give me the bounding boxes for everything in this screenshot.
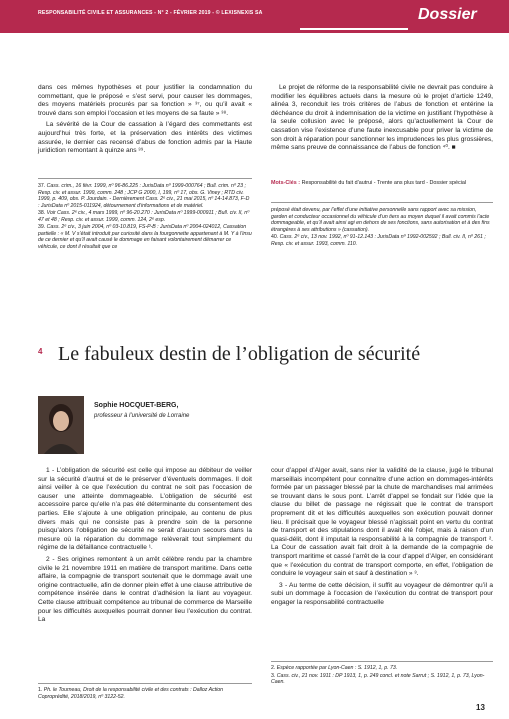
- footnote: 3. Cass. civ., 21 nov. 1911 : DP 1913, 1, p. 249 concl. et note Sarrut ; S. 1912, 1, p. 73, Lyon-Caen.: [271, 672, 485, 685]
- footnotes-left: [38, 183, 252, 251]
- body-right-column: [271, 467, 493, 611]
- footnote: préposé était devenu, par l’effet d’une initiative personnelle sans rapport avec sa mission, garden et conducteur occasionnel du véhicule d’un tiers au moyen duquel il avait commis l’acte dommageable, et qu’il avait ainsi agi en dehors de ses fonctions, sans autorisation et à des fins étrangères à ses attributions » (cassation).: [271, 207, 490, 233]
- footnote-separator: [38, 683, 252, 684]
- paragraph: Le projet de réforme de la responsabilité civile ne devrait pas conduire à modifier les équilibres actuels dans la mesure où le projet d’article 1249, alinéa 3, reconduit les trois critères de l’abus de fonction et entérine la déchéance du droit à indemnisation de la victime en justifiant l’hypothèse à la seule collusion avec le préposé, alors qu’actuellement la Cour de cassation vise l’existence d’une faute inexcusable pour priver la victime de son droit à réparation pour sanctionner les imprudences les plus grossières, même sans preuve de connaissance de l’abus de fonction ⁴⁰. ■: [271, 84, 493, 152]
- page-number: 13: [476, 703, 485, 712]
- footnotes-right: [271, 207, 493, 248]
- paragraph: dans ces mêmes hypothèses et pour justifier la condamnation du commettant, que le préposé « s’est servi, pour causer les dommages, des moyens matériels procurés par sa fonction » ³⁷, ou qu’il avait « trouvé dans son emploi l’occasion et les moyens de sa faute » ³⁸.: [38, 84, 252, 117]
- author-portrait-icon: [38, 396, 84, 454]
- running-header: RESPONSABILITÉ CIVILE ET ASSURANCES - N° 2 - FÉVRIER 2019 - © LEXISNEXIS SA: [38, 10, 263, 16]
- header-divider: [300, 28, 408, 30]
- footnote-separator: [271, 661, 493, 662]
- keywords-text: Responsabilité du fait d’autrui - Trente ans plus tard - Dossier spécial: [301, 180, 467, 186]
- paragraph: La sévérité de la Cour de cassation à l’égard des commettants est aujourd’hui très forte, et la préservation des intérêts des victimes assurée, le dernier cas recensé d’abus de fonction admis par la Haute juridiction remontant à quinze ans ³⁹.: [38, 121, 252, 155]
- footnote: 40. Cass. 2ᵉ civ., 13 nov. 1992, nº 91-12.143 : JurisData nº 1992-002592 ; Bull. civ. II, nº 261 ; Resp. civ. et assur. 1993, comm. 110.: [271, 234, 486, 247]
- keywords: [271, 180, 493, 187]
- footnote-separator: [38, 178, 252, 179]
- paragraph: 2 - Ses origines remontent à un arrêt célèbre rendu par la chambre civile le 21 novembre 1911 en matière de transport maritime. Dans cette affaire, la compagnie de transport soutenait que le dommage avait une origine contractuelle, afin de donner plein effet à une clause attributive de compétence insérée dans le contrat d’adhésion la liant au voyageur. Cette clause attribuait compétence au tribunal de commerce de Marseille pour les difficultés auxquelles pourrait donner lieu l’exécution du contrat. La: [38, 555, 252, 624]
- paragraph: 1 - L’obligation de sécurité est celle qui impose au débiteur de veiller sur la sécurité d’autrui et de le préserver d’éventuels dommages. Il doit ainsi veiller à ce que l’exécution du contrat ne soit pas l’occasion de causer une atteinte dommageable. L’obligation de sécurité est accessoire parce qu’elle n’a pas été déterminante du consentement des parties. Elle s’ajoute à une obligation principale, au contenu de plus divers mais qui ne consiste pas à prendre soin de la personne puisqu’alors l’obligation de sécurité ne serait d’aucun secours dans la mesure où la réparation du dommage relèverait tout simplement du régime de la défaillance contractuelle ¹.: [38, 467, 252, 552]
- paragraph: 3 - Au terme de cette décision, il suffit au voyageur de démontrer qu’il a subi un dommage à l’occasion de l’exécution du contrat de transport pour engager la responsabilité contractuelle: [271, 581, 493, 606]
- footnote: 37. Cass. crim., 16 févr. 1999, nº 96-86.225 : JurisData nº 1999-000764 ; Bull. crim. nº 23 ; Resp. civ. et assur. 1999, comm. 248 ; JCP G 2000, I, 199, nº 17, obs. G. Viney ; RTD civ. 1999, p. 409, obs. P. Jourdain. - Dernièrement Cass. 2ᵉ civ., 21 mai 2015, nº 14-14.873, F-D : JurisData nº 2015-011924, détournement d’informations et de matériel.: [38, 183, 250, 209]
- footnote: 39. Cass. 2ᵉ civ., 3 juin 2004, nº 03-10.819, FS-P-B : JurisData nº 2004-024012, Cassation partielle : « M. V s’était introduit par curiosité dans la fourgonnette appartenant à M. Y à l’insu de ce dernier et qu’il avait causé le dommage en faisant volontairement démarrer ce véhicule, ce dont il résultait que ce: [38, 224, 252, 250]
- body-left-column: [38, 467, 252, 628]
- footer-notes-right: [271, 665, 493, 687]
- top-left-column: [38, 84, 252, 159]
- footnote-separator: [271, 202, 493, 203]
- footer-notes-left: [38, 687, 252, 701]
- section-number: 4: [38, 347, 43, 356]
- author-photo: [38, 396, 84, 454]
- author-name: Sophie HOCQUET-BERG,: [94, 402, 179, 409]
- paragraph: cour d’appel d’Alger avait, sans nier la validité de la clause, jugé le tribunal marseillais incompétent pour connaître d’une action en dommages-intérêts formée par un passager blessé par la chute de marchandises mal arrimées se trouvant dans le sous pont. L’arrêt d’appel se fondait sur l’idée que la clause du billet de passage ne régissait que le contrat de transport proprement dit et les difficultés auxquelles son exécution pouvait donner lieu. Il précisait que le voyageur blessé n’agissait point en vertu du contrat de transport et des stipulations dont il avait été l’objet, mais à raison d’un quasi-délit, dont il imputait la responsabilité à la compagnie de transport ². La Cour de cassation avait fait droit à la demande de la compagnie de transport maritime et cassé l’arrêt de la cour d’appel d’Alger, en considérant que « l’exécution du contrat de transport comporte, en effet, l’obligation de conduire le voyageur sain et sauf à destination » ³.: [271, 467, 493, 578]
- top-right-column: [271, 84, 493, 156]
- author-role: professeur à l’université de Lorraine: [94, 413, 190, 419]
- footnote: 38. Voir Cass. 2ᵉ civ., 4 mars 1999, nº 96-20.270 : JurisData nº 1999-000911 ; Bull. civ. II, nº 47 et 48 ; Resp. civ. et assur. 1999, comm. 124, 2ᵉ esp.: [38, 210, 250, 223]
- section-label: Dossier: [418, 6, 477, 23]
- footnote: 1. Ph. le Tourneau, Droit de la responsabilité civile et des contrats : Dalloz Action Coproprédité, 2018/2019, nº 3122-52.: [38, 687, 224, 700]
- footnote: 2. Espèce rapportée par Lyon-Caen : S. 1912, 1, p. 73.: [271, 665, 398, 671]
- article-title: Le fabuleux destin de l’obligation de sécurité: [58, 343, 421, 365]
- header-band: [0, 0, 509, 33]
- keywords-label: Mots-Clés :: [271, 180, 301, 186]
